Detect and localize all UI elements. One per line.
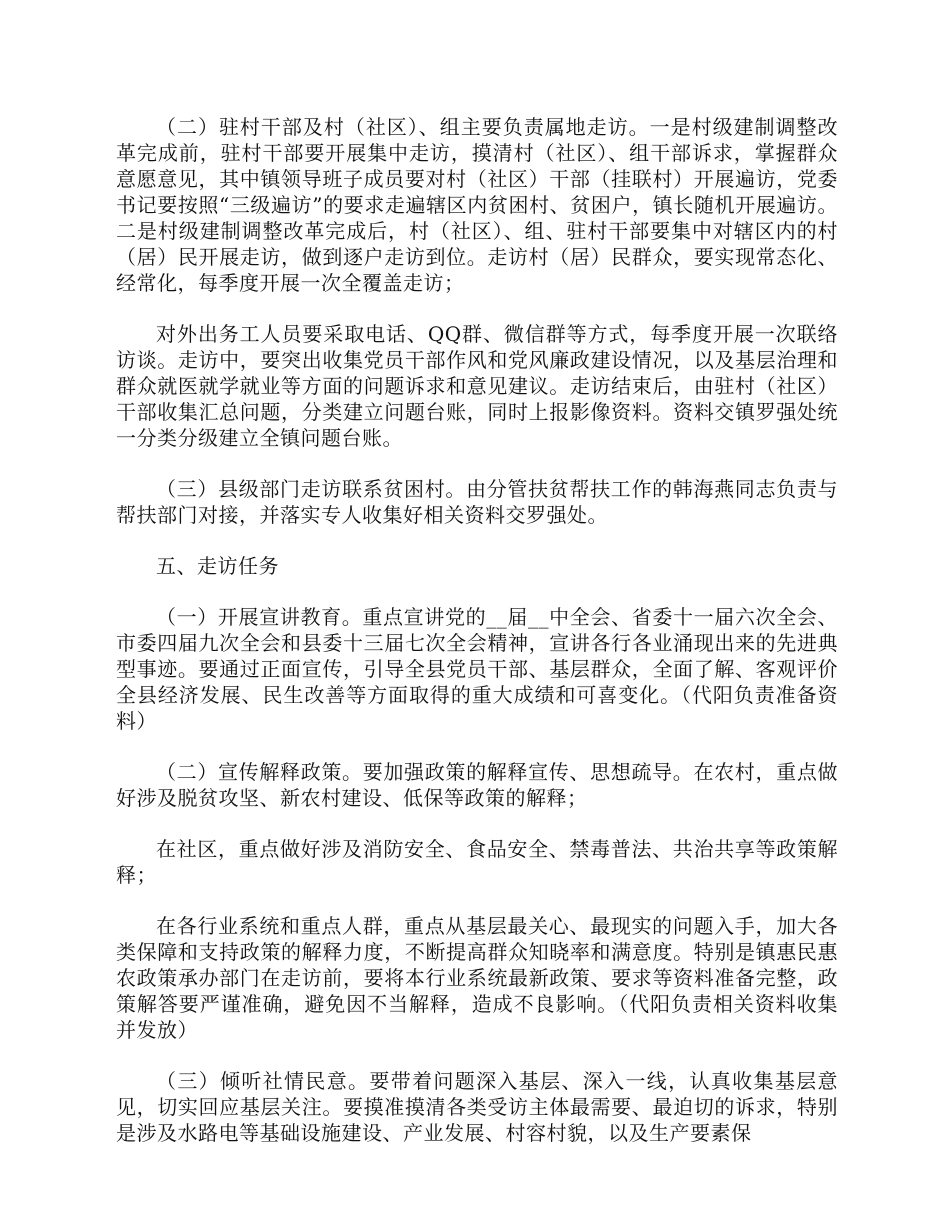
paragraph-industry-policy: 在各行业系统和重点人群，重点从基层最关心、最现实的问题入手，加大各类保障和支持政策的解释力度，不断提高群众知晓率和满意度。特别是镇惠民惠农政策承办部门在走访前，要将本行业系统最新政策、要求等资料准备完整，政策解答要严谨准确，避免因不当解释，造成不良影响。（代阳负责相关资料收集并发放） xyxy=(116,914,838,1042)
section-heading-visit-tasks: 五、走访任务 xyxy=(156,554,279,578)
paragraph-community-policy: 在社区，重点做好涉及消防安全、食品安全、禁毒普法、共治共享等政策解释； xyxy=(116,837,838,887)
paragraph-listen-public-opinion: （三）倾听社情民意。要带着问题深入基层、深入一线，认真收集基层意见，切实回应基层关注。要摸准摸清各类受访主体最需要、最迫切的诉求，特别是涉及水路电等基础设施建设、产业发展、村容村貌，以及生产要素保 xyxy=(116,1069,838,1145)
paragraph-county-department-visits: （三）县级部门走访联系贫困村。由分管扶贫帮扶工作的韩海燕同志负责与帮扶部门对接，并落实专人收集好相关资料交罗强处。 xyxy=(116,477,838,527)
paragraph-policy-explanation: （二）宣传解释政策。要加强政策的解释宣传、思想疏导。在农村，重点做好涉及脱贫攻坚、新农村建设、低保等政策的解释； xyxy=(116,760,838,810)
paragraph-village-cadre-visits: （二）驻村干部及村（社区）、组主要负责属地走访。一是村级建制调整改革完成前，驻村干部要开展集中走访，摸清村（社区）、组干部诉求，掌握群众意愿意见，其中镇领导班子成员要对村（社区）干部（挂联村）开展遍访，党委书记要按照“三级遍访”的要求走遍辖区内贫困村、贫困户，镇长随机开展遍访。二是村级建制调整改革完成后，村（社区）、组、驻村干部要集中对辖区内的村（居）民开展走访，做到逐户走访到位。走访村（居）民群众，要实现常态化、经常化，每季度开展一次全覆盖走访； xyxy=(116,115,838,295)
paragraph-publicity-education: （一）开展宣讲教育。重点宣讲党的__届__中全会、省委十一届六次全会、市委四届九次全会和县委十三届七次全会精神，宣讲各行各业涌现出来的先进典型事迹。要通过正面宣传，引导全县党员干部、基层群众，全面了解、客观评价全县经济发展、民生改善等方面取得的重大成绩和可喜变化。（代阳负责准备资料） xyxy=(116,605,838,733)
paragraph-migrant-worker-contact: 对外出务工人员要采取电话、QQ群、微信群等方式，每季度开展一次联络访谈。走访中，要突出收集党员干部作风和党风廉政建设情况，以及基层治理和群众就医就学就业等方面的问题诉求和意见建议。走访结束后，由驻村（社区）干部收集汇总问题，分类建立问题台账，同时上报影像资料。资料交镇罗强处统一分类分级建立全镇问题台账。 xyxy=(116,322,838,450)
document-body xyxy=(116,114,838,1146)
